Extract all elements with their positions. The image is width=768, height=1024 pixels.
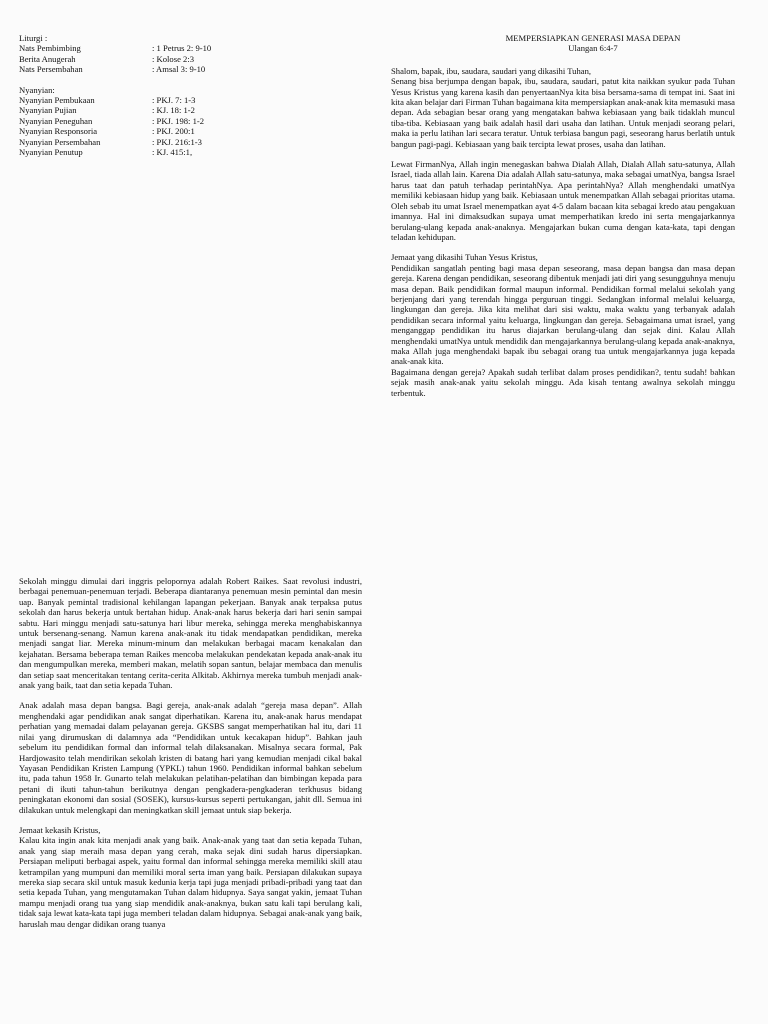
lower-section (19, 576, 362, 1024)
liturgi-row (19, 64, 349, 74)
liturgi-value: : KJ. 415:1, (152, 147, 193, 158)
paragraph: Bagaimana dengan gereja? Apakah sudah terlibat dalam proses pendidikan?, tentu sudah! bahkan sejak masih anak-anak yaitu sekolah minggu. Ada kisah tentang awalnya sekolah minggu terbentuk. (391, 366, 735, 398)
sermon-body (391, 66, 735, 398)
liturgi-value: : PKJ. 216:1-3 (152, 136, 202, 147)
liturgi-label: Berita Anugerah (19, 53, 76, 64)
nyanyian-list (19, 95, 349, 157)
paragraph: Anak adalah masa depan bangsa. Bagi gereja, anak-anak adalah “gereja masa depan”. Allah menghendaki agar pendidikan anak sangat diperhatikan. Karena itu, anak-anak harus mendapat perhatian yang memadai dalam pelayanan gereja. GKSBS sangat memperhatikan hal itu, dari 11 nilai yang dirumuskan di dalamnya ada “Pendidikan untuk kecakapan hidup”. Bahkan jauh sebelum itu pendidikan formal dan informal telah dilaksanakan. Misalnya secara formal, Pak Hardjowasito telah mendirikan sekolah kristen di batang hari yang kemudian menjadi cikal bakal Yayasan Pendidikan Kristen Lampung (YPKL) tahun 1960. Pendidikan informal bahkan sebelum itu, pada tahun 1958 Ir. Gunarto telah melakukan pelatihan-pelatihan dan bimbingan kepada para petani di ikuti tahun-tahun berikutnya dengan pengkadera-pengkaderan terkhusus bidang peningkatan ekonomi dan sosial (SOSEK), kursus-kursus seperti pertukangan, jahit dll. Semua ini dilakukan untuk melengkapi dan meningkatkan skill jemaat untuk siap bekerja. (19, 700, 362, 815)
liturgi-row (19, 105, 349, 115)
liturgi-label: Nats Persembahan (19, 64, 83, 75)
liturgi-readings (19, 43, 349, 74)
lower-body (19, 576, 362, 929)
liturgi-heading: Liturgi : (19, 33, 48, 43)
paragraph: Kalau kita ingin anak kita menjadi anak yang baik. Anak-anak yang taat dan setia kepada Tuhan, anak yang siap meraih masa depan yang cerah, maka sejak dini sudah harus dipersiapkan. Persiapan meliputi berbagai aspek, yaitu formal dan informal sehingga mereka memiliki skill atau ketrampilan yang mumpuni dan memiliki moral serta iman yang baik. Persiapan dilakukan supaya mereka siap secara skil untuk masuk kedunia kerja tapi juga menjadi pribadi-pribadi yang taat dan setia kepada Tuhan, yang mengutamakan Tuhan dalam hidupnya. Saya sangat yakin, jemaat Tuhan mampu menjadi orang tua yang siap mendidik anak-anaknya, bukan satu kali tapi berulang kali, tidak saja lewat kata-kata tapi juga memberi teladan dalam hidupnya. Sebagai anak-anak yang baik, haruslah mau dengar didikan orang tuanya (19, 835, 362, 929)
paragraph: Jemaat yang dikasihi Tuhan Yesus Kristus, (391, 252, 538, 263)
nyanyian-heading: Nyanyian: (19, 84, 55, 95)
liturgi-value: : PKJ. 7: 1-3 (152, 95, 196, 106)
paragraph: Lewat FirmanNya, Allah ingin menegaskan bahwa Dialah Allah, Dialah Allah satu-satunya, Allah Israel, tiada allah lain. Karena Dia adalah Allah satu-satunya, maka sebagai umatNya, bangsa Israel harus taat dan patuh terhadap perintahNya. Apa perintahNya? Allah menghendaki umatNya memiliki kebiasaan hidup yang baik. Kebiasaan untuk menempatkan Allah sebagai prioritas utama. Oleh sebab itu umat Israel menempatkan ayat 4-5 dalam bacaan kita sebagai kredo atau pengakuan imannya. Hal ini dimaksudkan supaya umat memperhatikan kredo ini serta mengajarkannya berulang-ulang kepada anak-anaknya. Mengajarkan bukan cuma dengan kata-kata, tapi dengan teladan kehidupan. (391, 159, 735, 242)
liturgi-label: Nyanyian Responsoria (19, 126, 98, 137)
sermon-section (391, 33, 735, 398)
liturgi-label: Nyanyian Pujian (19, 105, 77, 116)
liturgi-value: : PKJ. 198: 1-2 (152, 115, 205, 126)
liturgi-row (19, 137, 349, 147)
liturgi-value: : KJ. 18: 1-2 (152, 105, 195, 116)
liturgi-row (19, 43, 349, 53)
liturgi-value: : Amsal 3: 9-10 (152, 64, 206, 75)
liturgi-section (19, 33, 349, 157)
liturgi-row (19, 116, 349, 126)
liturgi-value: : PKJ. 200:1 (152, 126, 195, 137)
liturgi-label: Nyanyian Pembukaan (19, 95, 95, 106)
liturgi-row (19, 147, 349, 157)
paragraph: Pendidikan sangatlah penting bagi masa depan seseorang, masa depan bangsa dan masa depan gereja. Karena dengan pendidikan, seseorang dibentuk menjadi jati diri yang sesungguhnya menuju masa depan. Baik pendidikan formal maupun informal. Pendidikan formal melalui sekolah yang berjenjang dari yang terendah hingga perguruan tinggi. Sedangkan informal melalui keluarga, lingkungan dan gereja. Jika kita melihat dari sisi waktu, maka waktu yang terbanyak adalah pendidikan secara informal yaitu keluarga, lingkungan dan gereja. Sebagaimana umat israel, yang menganggap pendidikan itu harus diajarkan berulang-ulang dan sejak dini. Kalau Allah menghendaki umatNya untuk mendidik dan mengajarkannya berulang-ulang kepada anak-anaknya, maka Allah juga menghendaki bapak ibu sebagai orang tua untuk mengajarkannya juga kepada anak-anak kita. (391, 262, 735, 367)
sermon-title: MEMPERSIAPKAN GENERASI MASA DEPAN (505, 33, 681, 43)
liturgi-row (19, 54, 349, 64)
liturgi-row (19, 95, 349, 105)
liturgi-label: Nats Pembimbing (19, 43, 81, 54)
paragraph: Senang bisa berjumpa dengan bapak, ibu, saudara, saudari, patut kita naikkan syukur pada Tuhan Yesus Kristus yang karena kasih dan penyertaanNya kita bisa bersama-sama di tempat ini. Saat ini kita akan belajar dari Firman Tuhan bagaimana kita mempersiapkan anak-anak kita memasuki masa depan. Ada sebagian besar orang yang mengatakan bahwa kebiasaan yang baik tidaklah muncul tiba-tiba. Kebiasaan yang baik adalah hasil dari usaha dan latihan. Untuk menjadi seorang pelari, maka ia perlu latihan lari secara teratur. Untuk terbiasa bangun pagi, seseorang harus berlatih untuk bangun pagi-pagi. Kebiasaan yang baik tercipta lewat proses, usaha dan latihan. (391, 76, 735, 149)
liturgi-label: Nyanyian Persembahan (19, 136, 101, 147)
liturgi-label: Nyanyian Peneguhan (19, 115, 93, 126)
liturgi-value: : Kolose 2:3 (152, 53, 195, 64)
sermon-subtitle: Ulangan 6:4-7 (568, 43, 618, 54)
liturgi-label: Nyanyian Penutup (19, 147, 83, 158)
paragraph: Shalom, bapak, ibu, saudara, saudari yang dikasihi Tuhan, (391, 65, 592, 76)
liturgi-row (19, 126, 349, 136)
liturgi-value: : 1 Petrus 2: 9-10 (152, 43, 212, 54)
paragraph: Sekolah minggu dimulai dari inggris pelopornya adalah Robert Raikes. Saat revolusi industri, berbagai penemuan-penemuan terjadi. Beberapa diantaranya penemuan mesin pemintal dan mesin uap. Banyak pemintal tradisional kehilangan lapangan pekerjaan. Banyak anak terpaksa putus sekolah dan harus bekerja untuk bertahan hidup. Anak-anak harus bekerja dari hari senin sampai sabtu. Hari minggu menjadi satu-satunya hari libur mereka, sehingga mereka menghabiskannya untuk bersenang-senang. Namun karena anak-anak itu tidak mendapatkan pendidikan, mereka menjadi sangat liar. Mereka minum-minum dan melakukan berbagai macam kenakalan dan kejahatan. Bersama beberapa teman Raikes mencoba melakukan pendekatan kepada anak-anak itu dan mengumpulkan mereka, memberi makan, melatih sopan santun, belajar membaca dan menulis dan setiap saat menceritakan tentang cerita-cerita Alkitab. Akhirnya mereka tumbuh menjadi anak-anak yang baik, taat dan setia kepada Tuhan. (19, 576, 362, 691)
paragraph: Jemaat kekasih Kristus, (19, 824, 101, 835)
